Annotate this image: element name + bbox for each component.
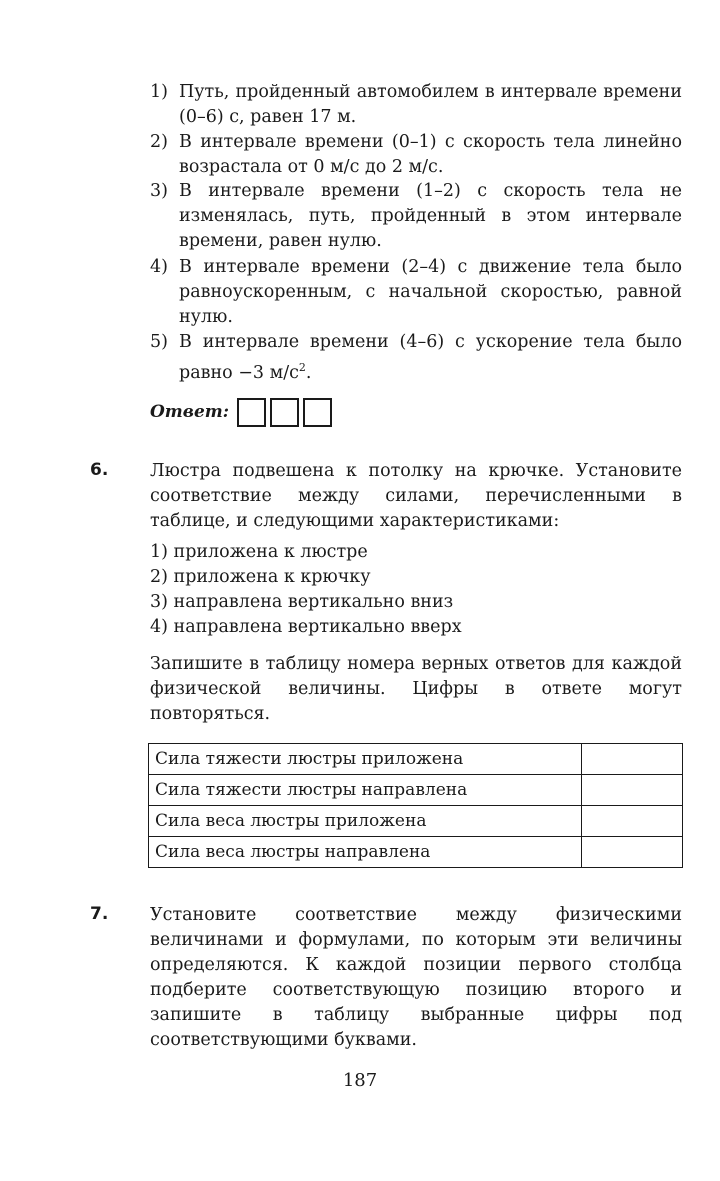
task5-option-1 bbox=[150, 80, 682, 130]
task6-number: 6. bbox=[90, 460, 109, 480]
force-name: Сила тяжести люстры приложена bbox=[149, 744, 582, 775]
option-number: 1) bbox=[150, 82, 168, 102]
option-number: 5) bbox=[150, 332, 168, 352]
option-text: В интервале времени (2–4) с движение тела было равноускоренным, с начальной скоростью, равной нулю. bbox=[179, 257, 682, 327]
force-name: Сила тяжести люстры направлена bbox=[149, 775, 582, 806]
superscript: 2 bbox=[298, 361, 306, 374]
force-name: Сила веса люстры направлена bbox=[149, 837, 582, 868]
task5-option-3 bbox=[150, 179, 682, 254]
option-text: В интервале времени (0–1) с скорость тела линейно возрастала от 0 м/с до 2 м/с. bbox=[179, 132, 682, 177]
table-row bbox=[149, 837, 683, 868]
answer-box-2[interactable] bbox=[270, 398, 299, 427]
answer-box-1[interactable] bbox=[237, 398, 266, 427]
task6-option-1: 1) приложена к люстре bbox=[150, 542, 368, 562]
option-text-end: . bbox=[305, 362, 312, 383]
table-row bbox=[149, 744, 683, 775]
table-row bbox=[149, 775, 683, 806]
task5-option-2 bbox=[150, 130, 682, 180]
task6-option-2: 2) приложена к крючку bbox=[150, 567, 371, 587]
option-text: Путь, пройденный автомобилем в интервале времени (0–6) с, равен 17 м. bbox=[179, 82, 682, 127]
answer-row bbox=[150, 395, 336, 429]
option-number: 4) bbox=[150, 257, 168, 277]
task6-option-4: 4) направлена вертикально вверх bbox=[150, 617, 462, 637]
task6-intro: Люстра подвешена к потолку на крючке. Установите соответствие между силами, перечисленными в таблице, и следующими характеристиками: bbox=[150, 461, 682, 531]
table-row bbox=[149, 806, 683, 837]
answer-cell[interactable] bbox=[582, 775, 683, 806]
page-number: 187 bbox=[342, 1070, 378, 1091]
option-number: 3) bbox=[150, 181, 168, 201]
answer-box-3[interactable] bbox=[303, 398, 332, 427]
option-text bbox=[179, 330, 682, 386]
answer-label: Ответ: bbox=[150, 402, 230, 422]
force-name: Сила веса люстры приложена bbox=[149, 806, 582, 837]
task7-number: 7. bbox=[90, 904, 109, 924]
option-number: 2) bbox=[150, 132, 168, 152]
task6-instruction: Запишите в таблицу номера верных ответов для каждой физической величины. Цифры в ответе могут повторяться. bbox=[150, 654, 682, 724]
forces-table bbox=[148, 743, 683, 868]
answer-cell[interactable] bbox=[582, 744, 683, 775]
task5-option-4 bbox=[150, 255, 682, 330]
answer-cell[interactable] bbox=[582, 806, 683, 837]
answer-cell[interactable] bbox=[582, 837, 683, 868]
task7-text: Установите соответствие между физическими величинами и формулами, по которым эти величины определяются. К каждой позиции первого столбца подберите соответствующую позицию второго и запишите в таблицу выбранные цифры под соответствующими буквами. bbox=[150, 905, 682, 1050]
task6-option-3: 3) направлена вертикально вниз bbox=[150, 592, 454, 612]
option-text: В интервале времени (1–2) с скорость тела не изменялась, путь, пройденный в этом интервале времени, равен нулю. bbox=[179, 181, 682, 251]
option-text-main: В интервале времени (4–6) с ускорение тела было равно −3 м/с bbox=[179, 332, 682, 383]
task5-option-5 bbox=[150, 330, 682, 386]
